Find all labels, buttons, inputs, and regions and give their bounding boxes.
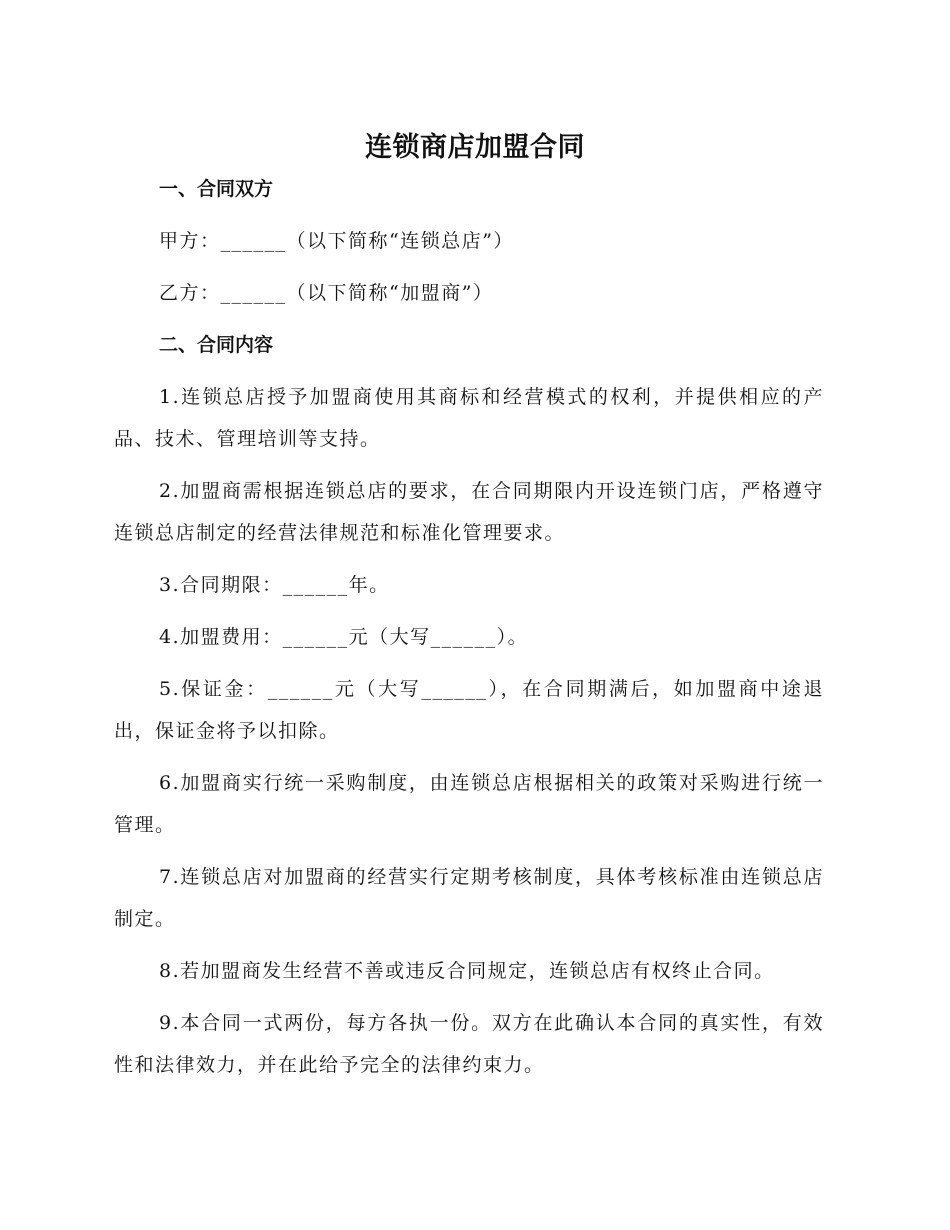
clause-9: 9.本合同一式两份，每方各执一份。双方在此确认本合同的真实性，有效性和法律效力，并在此给予完全的法律约束力。	[114, 1012, 824, 1076]
clause-1: 1.连锁总店授予加盟商使用其商标和经营模式的权利，并提供相应的产品、技术、管理培训等支持。	[114, 386, 824, 450]
party-b-line: 乙方：______（以下简称“加盟商”）	[159, 282, 494, 304]
clause-7: 7.连锁总店对加盟商的经营实行定期考核制度，具体考核标准由连锁总店制定。	[114, 866, 824, 930]
clause-3: 3.合同期限：______年。	[159, 574, 390, 596]
clause-2: 2.加盟商需根据连锁总店的要求，在合同期限内开设连锁门店，严格遵守连锁总店制定的经营法律规范和标准化管理要求。	[114, 480, 824, 544]
section-heading-content: 二、合同内容	[159, 334, 274, 356]
document-title: 连锁商店加盟合同	[365, 132, 585, 163]
document-body	[114, 168, 824, 1096]
clause-5: 5.保证金：______元（大写______），在合同期满后，如加盟商中途退出，保证金将予以扣除。	[114, 678, 824, 742]
clause-6: 6.加盟商实行统一采购制度，由连锁总店根据相关的政策对采购进行统一管理。	[114, 772, 824, 836]
section-heading-parties: 一、合同双方	[159, 178, 274, 200]
clause-4: 4.加盟费用：______元（大写______）。	[159, 626, 529, 648]
clause-8: 8.若加盟商发生经营不善或违反合同规定，连锁总店有权终止合同。	[159, 960, 775, 982]
party-a-line: 甲方：______（以下简称“连锁总店”）	[159, 230, 514, 252]
